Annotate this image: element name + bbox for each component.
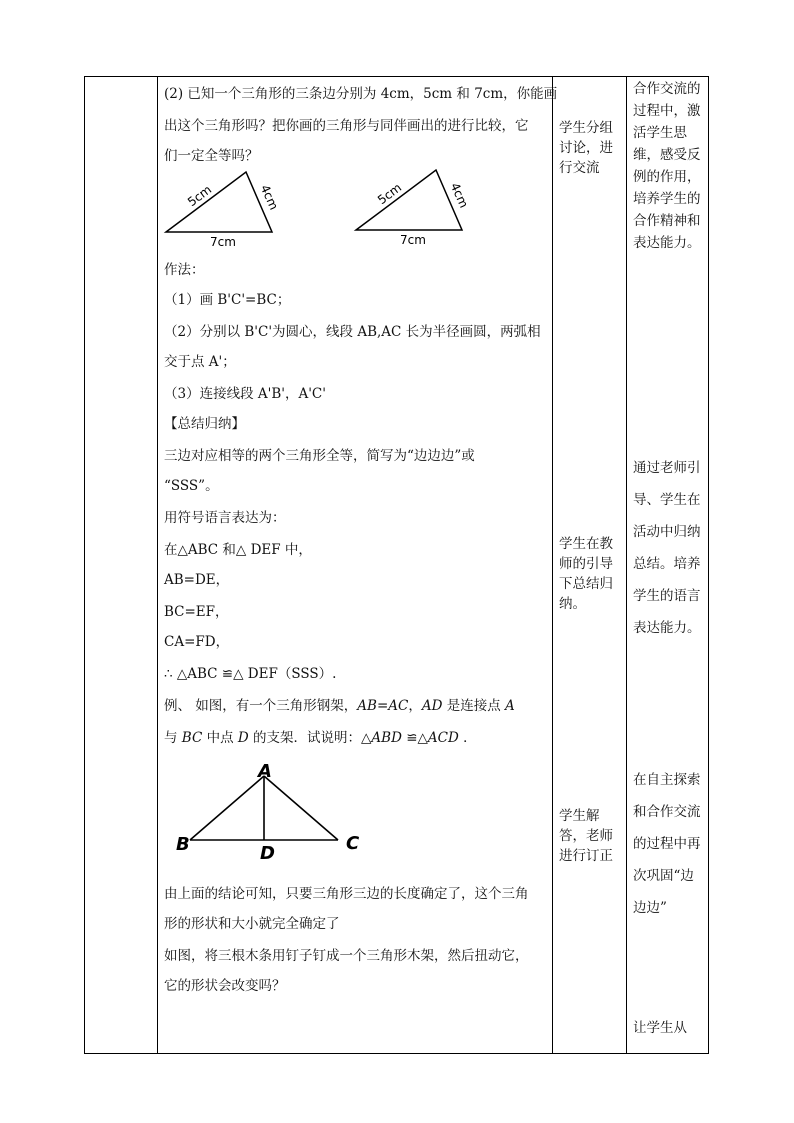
- vertex-b-label: B: [176, 834, 190, 855]
- segment-ab: AB: [357, 698, 377, 714]
- triangle-figure-1: [166, 172, 281, 249]
- segment-ad: AD: [421, 698, 443, 714]
- summary-line-7: CA=FD，: [164, 634, 230, 650]
- equals-sign: =: [376, 698, 389, 714]
- point-d: D: [237, 730, 249, 746]
- triangle1-side-left: 5cm: [185, 182, 215, 210]
- triangle2-side-right: 4cm: [447, 180, 471, 210]
- summary-line-8: ∴ △ABC ≌△ DEF（SSS）.: [164, 666, 337, 682]
- problem-line-3: 们一定全等吗？: [164, 148, 259, 164]
- triangle1-base: 7cm: [210, 235, 236, 249]
- example-line-2: [164, 722, 477, 754]
- table-col-border-5: [708, 76, 709, 1054]
- summary-line-3: 用符号语言表达为：: [164, 510, 286, 526]
- example-text: 例、 如图，有一个三角形钢架，: [164, 698, 358, 714]
- period: ．: [458, 730, 477, 746]
- table-col-border-1: [84, 76, 85, 1054]
- student-activity-3: 学生解答，老师进行订正: [559, 808, 613, 864]
- steel-frame-figure: [170, 760, 370, 864]
- problem-line-2: 出这个三角形吗？把你画的三角形与同伴画出的进行比较，它: [164, 118, 529, 134]
- method-step-3: （3）连接线段 A'B'，A'C': [164, 386, 326, 402]
- triangle2-side-left: 5cm: [375, 180, 405, 208]
- example-text: 的支架．试说明：△: [248, 730, 372, 746]
- method-step-2a: （2）分别以 B'C'为圆心，线段 AB,AC 长为半径画圆，两弧相: [164, 324, 541, 340]
- summary-line-2: “SSS”。: [164, 478, 219, 494]
- summary-heading: 【总结归纳】: [164, 416, 245, 432]
- conclusion-line-2: 形的形状和大小就完全确定了: [164, 916, 340, 932]
- conclusion-line-1: 由上面的结论可知，只要三角形三边的长度确定了，这个三角: [164, 886, 529, 902]
- table-col-border-2: [157, 76, 158, 1054]
- example-text: 中点: [202, 730, 238, 746]
- student-activity-2: 学生在教师的引导下总结归纳。: [559, 536, 613, 612]
- summary-line-1: 三边对应相等的两个三角形全等，简写为“边边边”或: [164, 448, 475, 464]
- example-line-1: [164, 690, 515, 722]
- point-d-label: D: [260, 843, 275, 864]
- congruent-sign: ≌△: [401, 730, 428, 746]
- vertex-c-label: C: [346, 833, 360, 854]
- triangle-abd: ABD: [371, 730, 402, 746]
- conclusion-line-4: 它的形状会改变吗？: [164, 978, 286, 994]
- method-step-2b: 交于点 A'；: [164, 354, 236, 370]
- method-title: 作法：: [164, 262, 205, 278]
- method-step-1: （1）画 B'C'=BC；: [164, 292, 291, 308]
- point-a: A: [505, 698, 515, 714]
- comma: ，: [408, 698, 422, 714]
- vertex-a-label: A: [258, 761, 272, 782]
- triangle-figure-2: [356, 170, 471, 247]
- design-intent-2: 通过老师引导、学生在活动中归纳总结。培养学生的语言表达能力。: [633, 460, 701, 636]
- triangle2-base: 7cm: [400, 233, 426, 247]
- summary-line-4: 在△ABC 和△ DEF 中，: [164, 542, 312, 558]
- design-intent-4: 让学生从: [633, 1020, 687, 1036]
- segment-ac: AC: [388, 698, 409, 714]
- triangle1-side-right: 4cm: [257, 182, 281, 212]
- design-intent-1: 合作交流的过程中，激活学生思维，感受反例的作用，培养学生的合作精神和表达能力。: [633, 81, 701, 251]
- summary-line-6: BC=EF，: [164, 604, 229, 620]
- conclusion-line-3: 如图，将三根木条用钉子钉成一个三角形木架，然后扭动它，: [164, 948, 529, 964]
- student-activity-1: 学生分组讨论，进行交流: [559, 120, 613, 176]
- example-text: 是连接点: [442, 698, 506, 714]
- table-col-border-3: [552, 76, 553, 1054]
- summary-line-5: AB=DE，: [164, 572, 230, 588]
- problem-line-1: (2) 已知一个三角形的三条边分别为 4cm，5cm 和 7cm，你能画: [164, 86, 558, 102]
- triangle-acd: ACD: [427, 730, 459, 746]
- triangle-figures: [160, 166, 480, 252]
- table-bottom-border: [84, 1053, 709, 1054]
- example-text: 与: [164, 730, 182, 746]
- segment-bc: BC: [181, 730, 203, 746]
- table-col-border-4: [626, 76, 627, 1054]
- table-top-border: [84, 76, 709, 77]
- design-intent-3: 在自主探索和合作交流的过程中再次巩固“边边边”: [633, 772, 701, 916]
